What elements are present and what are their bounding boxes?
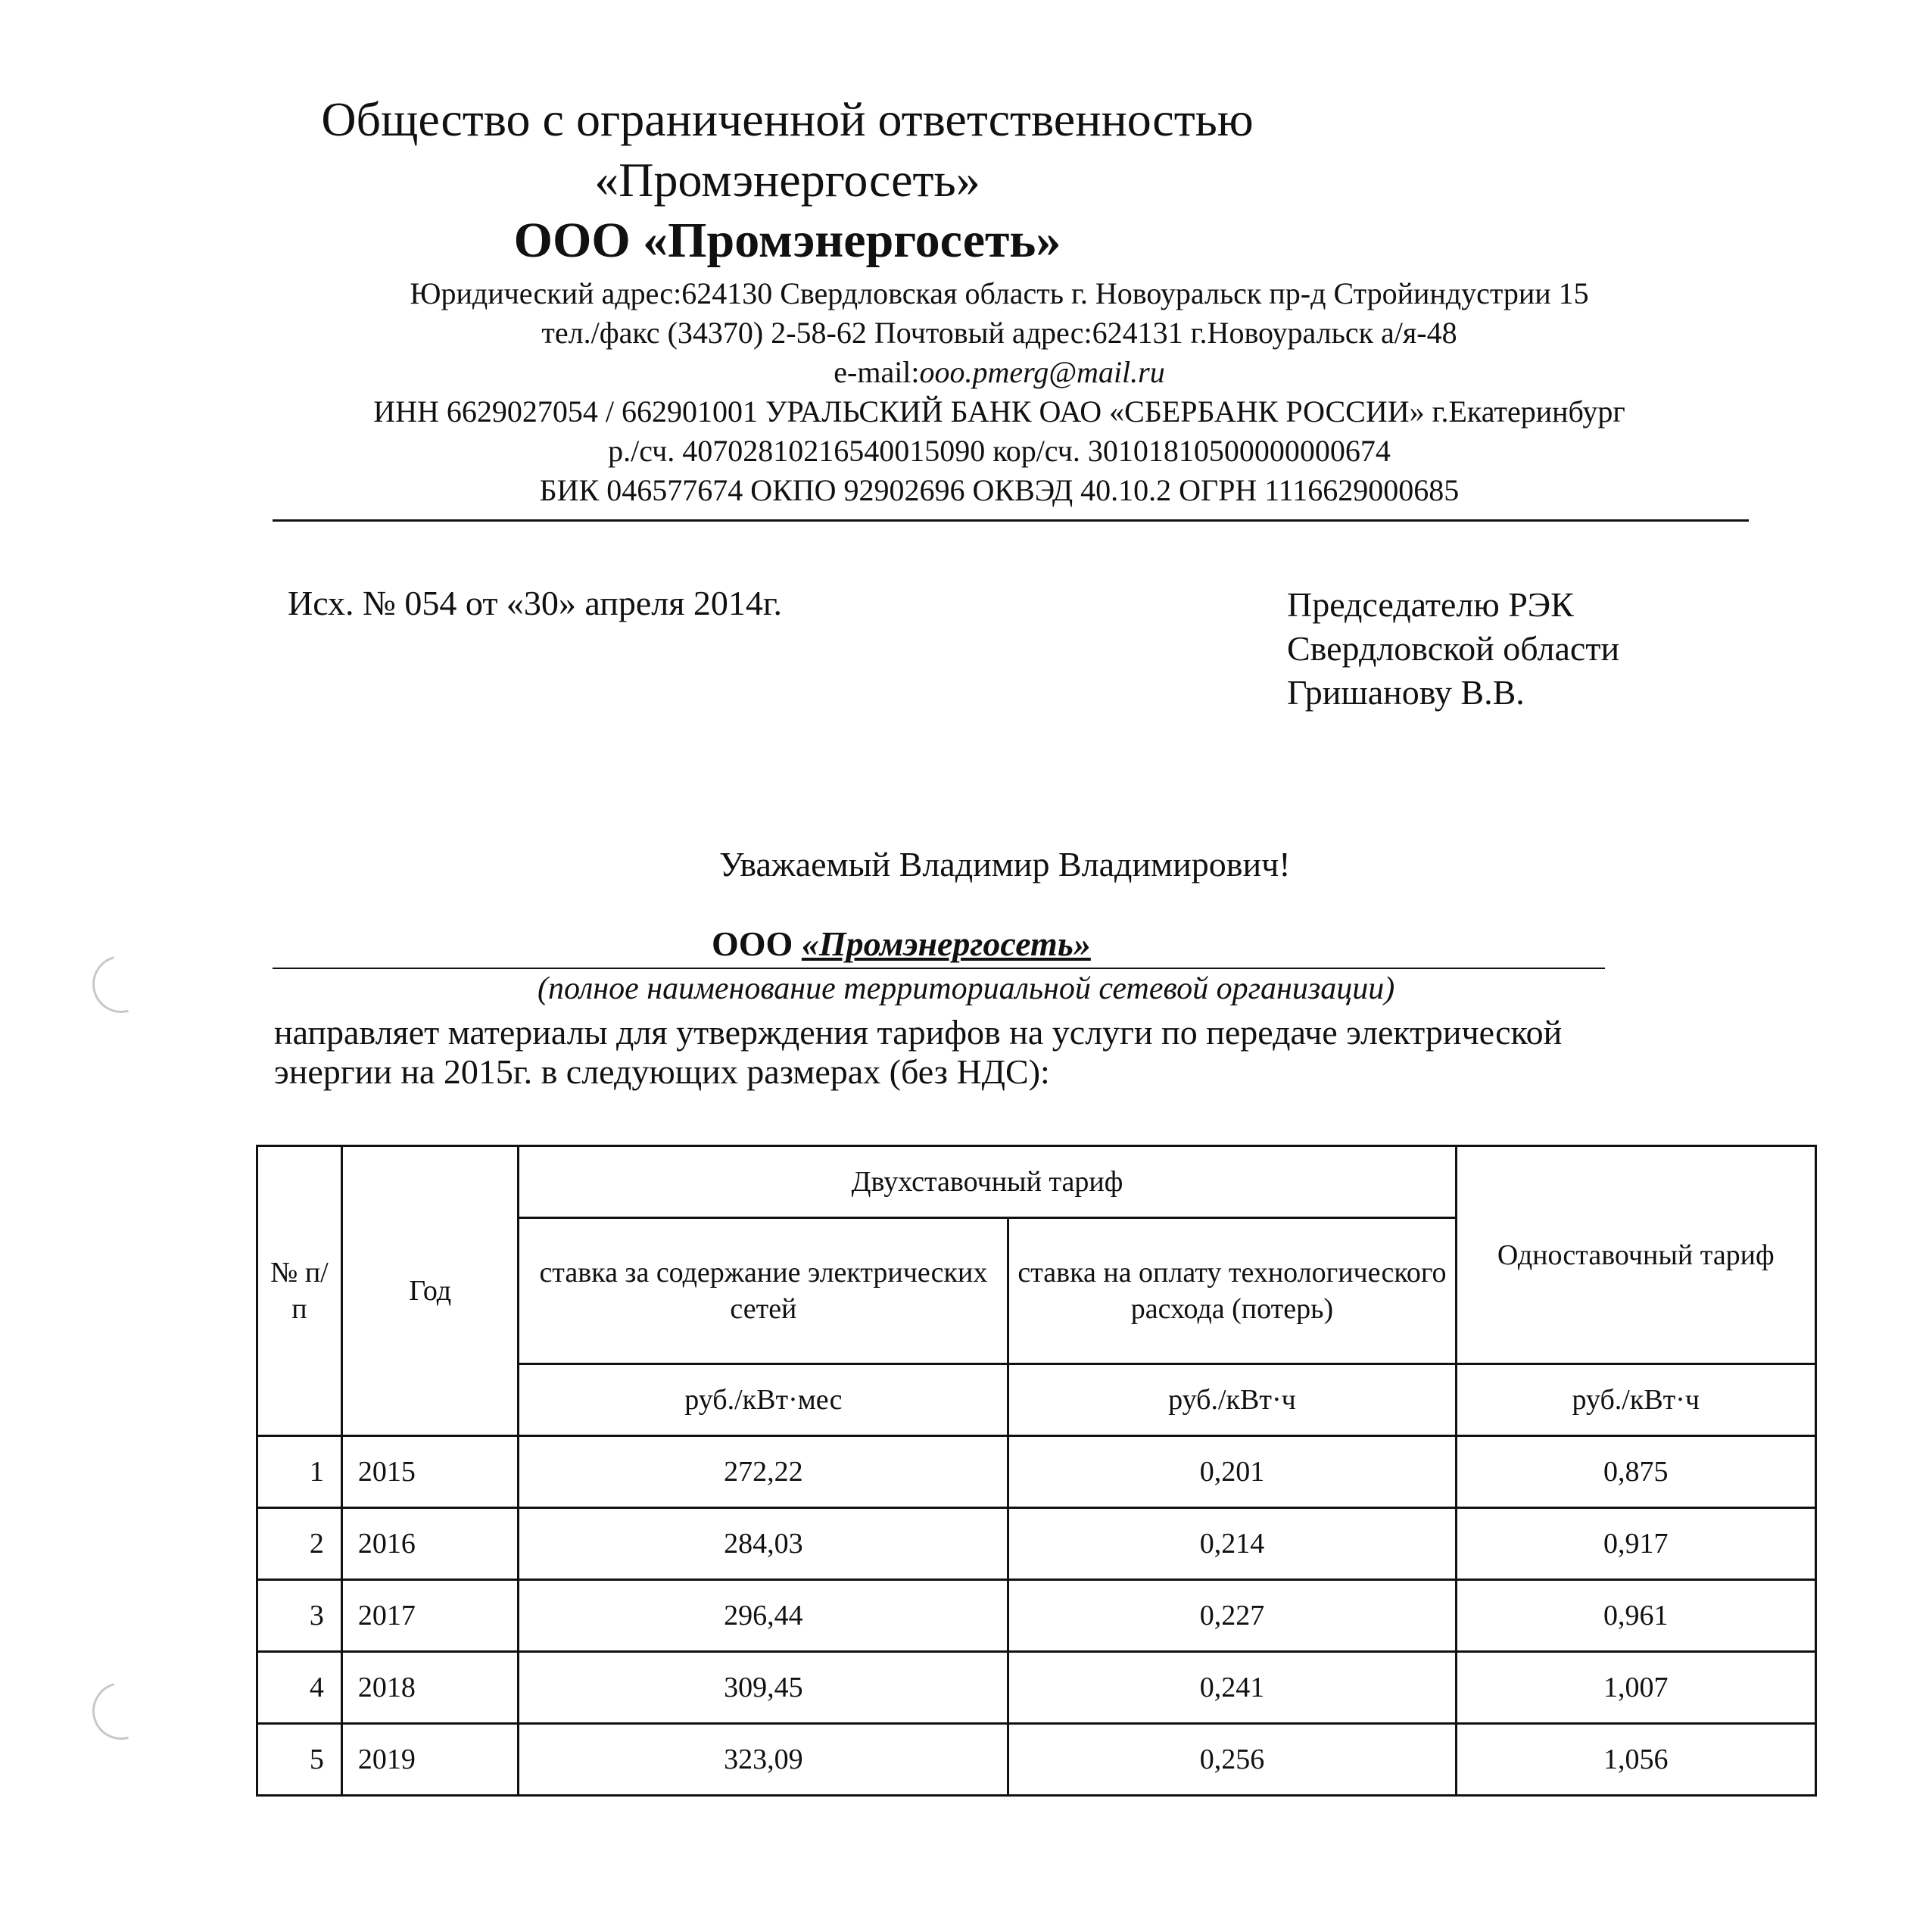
company-short-name: ООО «Промэнергосеть» — [513, 213, 1061, 268]
company-full-name — [0, 89, 1575, 210]
cell-one-rate: 1,056 — [1456, 1724, 1815, 1796]
email-line — [0, 353, 1932, 392]
email-address: ooo.pmerg@mail.ru — [919, 355, 1165, 389]
letter-body — [274, 1013, 1712, 1092]
cell-losses: 0,214 — [1008, 1508, 1456, 1580]
header-divider — [273, 519, 1749, 522]
body-line-2: энергии на 2015г. в следующих размерах (без НДС): — [274, 1052, 1050, 1091]
cell-maintenance: 272,22 — [519, 1436, 1008, 1508]
company-title-line2: «Промэнергосеть» — [594, 153, 980, 207]
company-details — [0, 274, 1932, 510]
cell-year: 2017 — [341, 1580, 519, 1652]
cell-losses: 0,227 — [1008, 1580, 1456, 1652]
registration-codes: БИК 046577674 ОКПО 92902696 ОКВЭД 40.10.2 ОГРН 1116629000685 — [539, 473, 1460, 507]
unit-maintenance: руб./кВт·мес — [519, 1364, 1008, 1436]
company-title-line1: Общество с ограниченной ответственностью — [321, 92, 1254, 146]
cell-year: 2019 — [341, 1724, 519, 1796]
recipient-block — [1287, 583, 1619, 715]
recipient-line-3: Гришанову В.В. — [1287, 673, 1525, 712]
cell-year: 2016 — [341, 1508, 519, 1580]
cell-one-rate: 1,007 — [1456, 1652, 1815, 1724]
table-row — [257, 1508, 1816, 1580]
organization-prefix: ООО — [712, 924, 802, 963]
organization-quoted-name: «Промэнергосеть» — [801, 924, 1091, 963]
cell-losses: 0,201 — [1008, 1436, 1456, 1508]
punch-hole-mark — [82, 945, 160, 1024]
phone-postal: тел./факс (34370) 2-58-62 Почтовый адрес:624131 г.Новоуральск а/я-48 — [541, 316, 1457, 350]
recipient-line-2: Свердловской области — [1287, 629, 1620, 668]
header-rate-maintenance: ставка за содержание электрических сетей — [519, 1218, 1008, 1364]
organization-name — [712, 924, 1091, 964]
cell-maintenance: 323,09 — [519, 1724, 1008, 1796]
header-num: № п/п — [257, 1146, 342, 1436]
email-label: e-mail: — [834, 355, 920, 389]
punch-hole-mark — [82, 1672, 160, 1750]
header-two-rate: Двухставочный тариф — [519, 1146, 1456, 1218]
tariff-table — [256, 1145, 1817, 1797]
cell-maintenance: 296,44 — [519, 1580, 1008, 1652]
cell-num: 5 — [257, 1724, 342, 1796]
header-one-rate: Одноставочный тариф — [1456, 1146, 1815, 1364]
cell-year: 2018 — [341, 1652, 519, 1724]
cell-year: 2015 — [341, 1436, 519, 1508]
cell-num: 2 — [257, 1508, 342, 1580]
unit-one-rate: руб./кВт·ч — [1456, 1364, 1815, 1436]
header-year: Год — [341, 1146, 519, 1436]
cell-num: 1 — [257, 1436, 342, 1508]
body-line-1: направляет материалы для утверждения тарифов на услуги по передаче электрической — [274, 1013, 1563, 1052]
unit-losses: руб./кВт·ч — [1008, 1364, 1456, 1436]
cell-num: 4 — [257, 1652, 342, 1724]
legal-address: Юридический адрес:624130 Свердловская область г. Новоуральск пр-д Стройиндустрии 15 — [410, 276, 1589, 310]
cell-maintenance: 309,45 — [519, 1652, 1008, 1724]
cell-losses: 0,241 — [1008, 1652, 1456, 1724]
bank-accounts: р./сч. 40702810216540015090 кор/сч. 30101810500000000674 — [608, 434, 1391, 468]
cell-one-rate: 0,875 — [1456, 1436, 1815, 1508]
salutation: Уважаемый Владимир Владимирович! — [719, 845, 1291, 884]
cell-losses: 0,256 — [1008, 1724, 1456, 1796]
inn-bank: ИНН 6629027054 / 662901001 УРАЛЬСКИЙ БАНК ОАО «СБЕРБАНК РОССИИ» г.Екатеринбург — [373, 394, 1625, 429]
cell-one-rate: 0,917 — [1456, 1508, 1815, 1580]
recipient-line-1: Председателю РЭК — [1287, 585, 1574, 624]
organization-caption: (полное наименование территориальной сетевой организации) — [538, 971, 1395, 1006]
cell-maintenance: 284,03 — [519, 1508, 1008, 1580]
outgoing-reference: Исх. № 054 от «30» апреля 2014г. — [288, 584, 783, 622]
table-row — [257, 1436, 1816, 1508]
table-row — [257, 1724, 1816, 1796]
cell-num: 3 — [257, 1580, 342, 1652]
cell-one-rate: 0,961 — [1456, 1580, 1815, 1652]
organization-underline — [273, 968, 1605, 969]
header-rate-losses: ставка на оплату технологического расхода (потерь) — [1008, 1218, 1456, 1364]
table-row — [257, 1580, 1816, 1652]
table-row — [257, 1652, 1816, 1724]
